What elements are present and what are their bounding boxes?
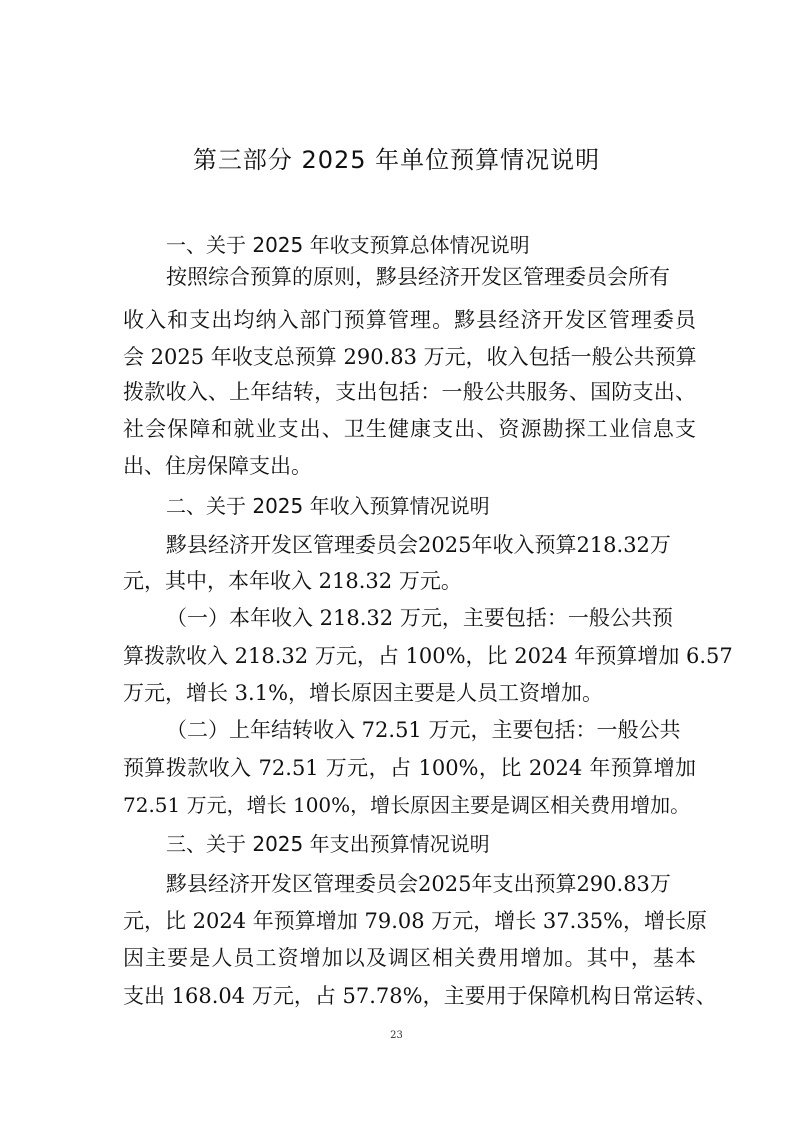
paragraph-line: 元，比 2024 年预算增加 79.08 万元，增长 37.35%，增长原 bbox=[123, 909, 708, 933]
section-heading-2: 二、关于 2025 年收入预算情况说明 bbox=[166, 494, 490, 518]
paragraph-line: 预算拨款收入 72.51 万元，占 100%，比 2024 年预算增加 bbox=[123, 756, 696, 780]
paragraph-line: （二）上年结转收入 72.51 万元，主要包括：一般公共 bbox=[166, 718, 681, 742]
page-title: 第三部分 2025 年单位预算情况说明 bbox=[192, 146, 601, 174]
paragraph-line: 出、住房保障支出。 bbox=[123, 454, 312, 478]
section-heading-3: 三、关于 2025 年支出预算情况说明 bbox=[166, 832, 490, 856]
paragraph-line: 支出 168.04 万元，占 57.78%，主要用于保障机构日常运转、 bbox=[123, 984, 717, 1008]
paragraph-line: 拨款收入、上年结转，支出包括：一般公共服务、国防支出、 bbox=[123, 380, 696, 404]
paragraph-line: 会 2025 年收支总预算 290.83 万元，收入包括一般公共预算 bbox=[123, 345, 697, 369]
paragraph-line: 黟县经济开发区管理委员会2025年收入预算218.32万 bbox=[166, 533, 671, 557]
paragraph-line: （一）本年收入 218.32 万元，主要包括：一般公共预 bbox=[166, 606, 673, 630]
page-number: 23 bbox=[390, 1030, 403, 1041]
paragraph-line: 按照综合预算的原则，黟县经济开发区管理委员会所有 bbox=[166, 265, 670, 289]
paragraph-line: 72.51 万元，增长 100%，增长原因主要是调区相关费用增加。 bbox=[123, 793, 691, 817]
paragraph-line: 算拨款收入 218.32 万元，占 100%，比 2024 年预算增加 6.57 bbox=[123, 644, 733, 668]
paragraph-line: 社会保障和就业支出、卫生健康支出、资源勘探工业信息支 bbox=[123, 417, 696, 441]
paragraph-line: 因主要是人员工资增加以及调区相关费用增加。其中，基本 bbox=[123, 946, 696, 970]
paragraph-line: 黟县经济开发区管理委员会2025年支出预算290.83万 bbox=[166, 872, 671, 896]
paragraph-line: 万元，增长 3.1%，增长原因主要是人员工资增加。 bbox=[123, 681, 604, 705]
paragraph-line: 元，其中，本年收入 218.32 万元。 bbox=[123, 569, 462, 593]
section-heading-1: 一、关于 2025 年收支预算总体情况说明 bbox=[166, 233, 530, 257]
paragraph-line: 收入和支出均纳入部门预算管理。黟县经济开发区管理委员 bbox=[123, 308, 696, 332]
